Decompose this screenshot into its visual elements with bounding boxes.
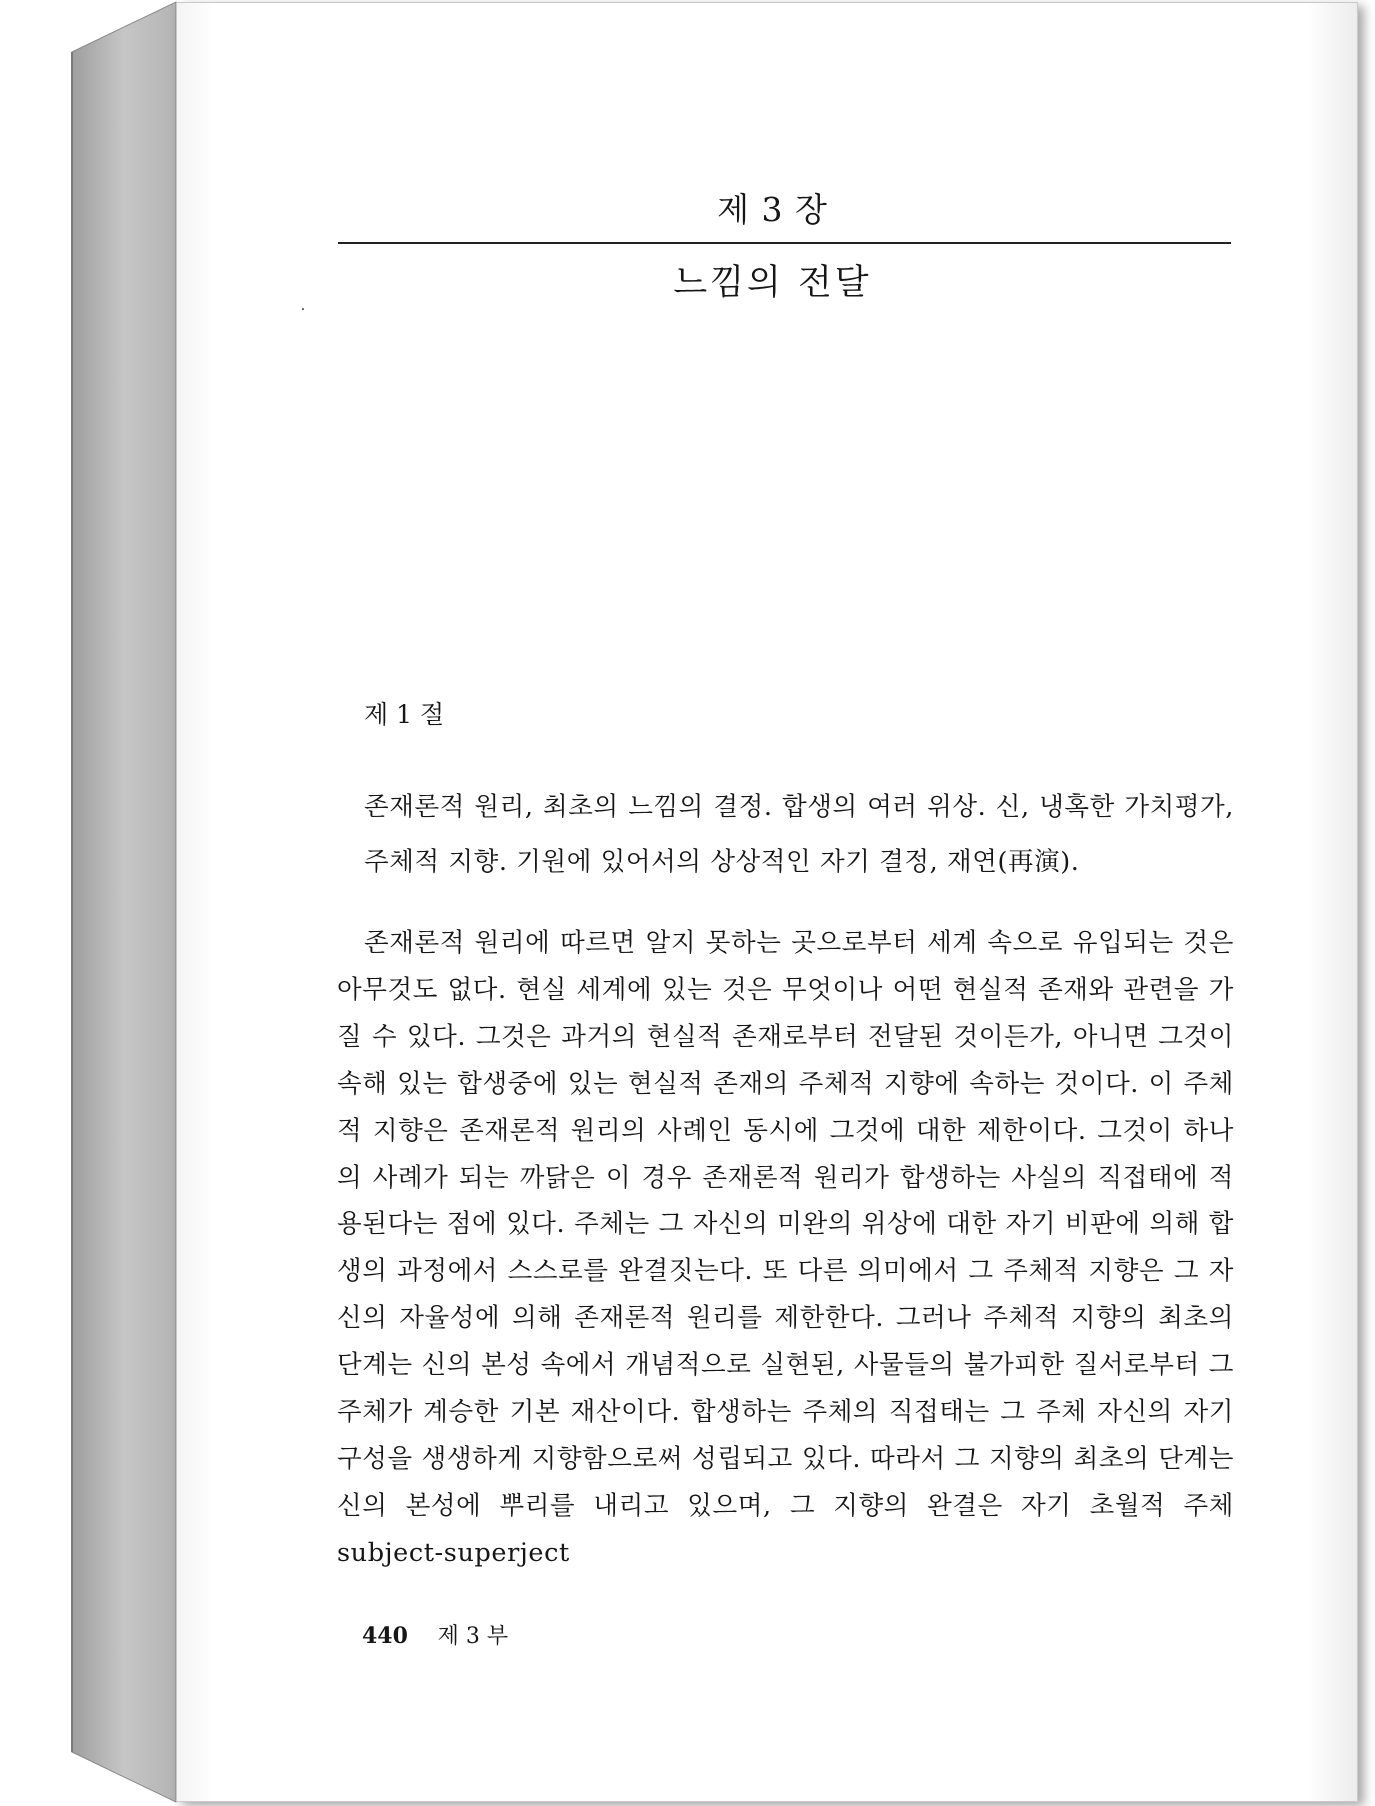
part-label: 제 3 부 <box>437 1624 509 1649</box>
section-label: 제 1 절 <box>364 700 445 729</box>
chapter-number: 제 3 장 <box>717 190 828 229</box>
chapter-divider <box>338 242 1231 244</box>
chapter-title: 느낌의 전달 <box>673 263 872 303</box>
section-summary: 존재론적 원리, 최초의 느낌의 결정. 합생의 여러 위상. 신, 냉혹한 가치평가, 주체적 지향. 기원에 있어서의 상상적인 자기 결정, 재연(再演). <box>364 792 1234 877</box>
scan-speck <box>302 308 304 310</box>
body-paragraph: 존재론적 원리에 따르면 알지 못하는 곳으로부터 세계 속으로 유입되는 것은 아무것도 없다. 현실 세계에 있는 것은 무엇이나 어떤 현실적 존재와 관련을 가질 수 있다. 그것은 과거의 현실적 존재로부터 전달된 것이든가, 아니면 그것이 속해 있는 합생중에 있는 현실적 존재의 주체적 지향에 속하는 것이다. 이 주체적 지향은 존재론적 원리의 사례인 동시에 그것에 대한 제한이다. 그것이 하나의 사례가 되는 까닭은 이 경우 존재론적 원리가 합생하는 사실의 직접태에 적용된다는 점에 있다. 주체는 그 자신의 미완의 위상에 대한 자기 비판에 의해 합생의 과정에서 스스로를 완결짓는다. 또 다른 의미에서 그 주체적 지향은 그 자신의 자율성에 의해 존재론적 원리를 제한한다. 그러나 주체적 지향의 최초의 단계는 신의 본성 속에서 개념적으로 실현된, 사물들의 불가피한 질서로부터 그 주체가 계승한 기본 재산이다. 합생하는 주체의 직접태는 그 주체 자신의 자기 구성을 생생하게 지향함으로써 성립되고 있다. 따라서 그 지향의 최초의 단계는 신의 본성에 뿌리를 내리고 있으며, 그 지향의 완결은 자기 초월적 주체 subject-superject <box>337 928 1234 1568</box>
page-number: 440 <box>362 1623 408 1649</box>
page-footer <box>362 1619 508 1650</box>
